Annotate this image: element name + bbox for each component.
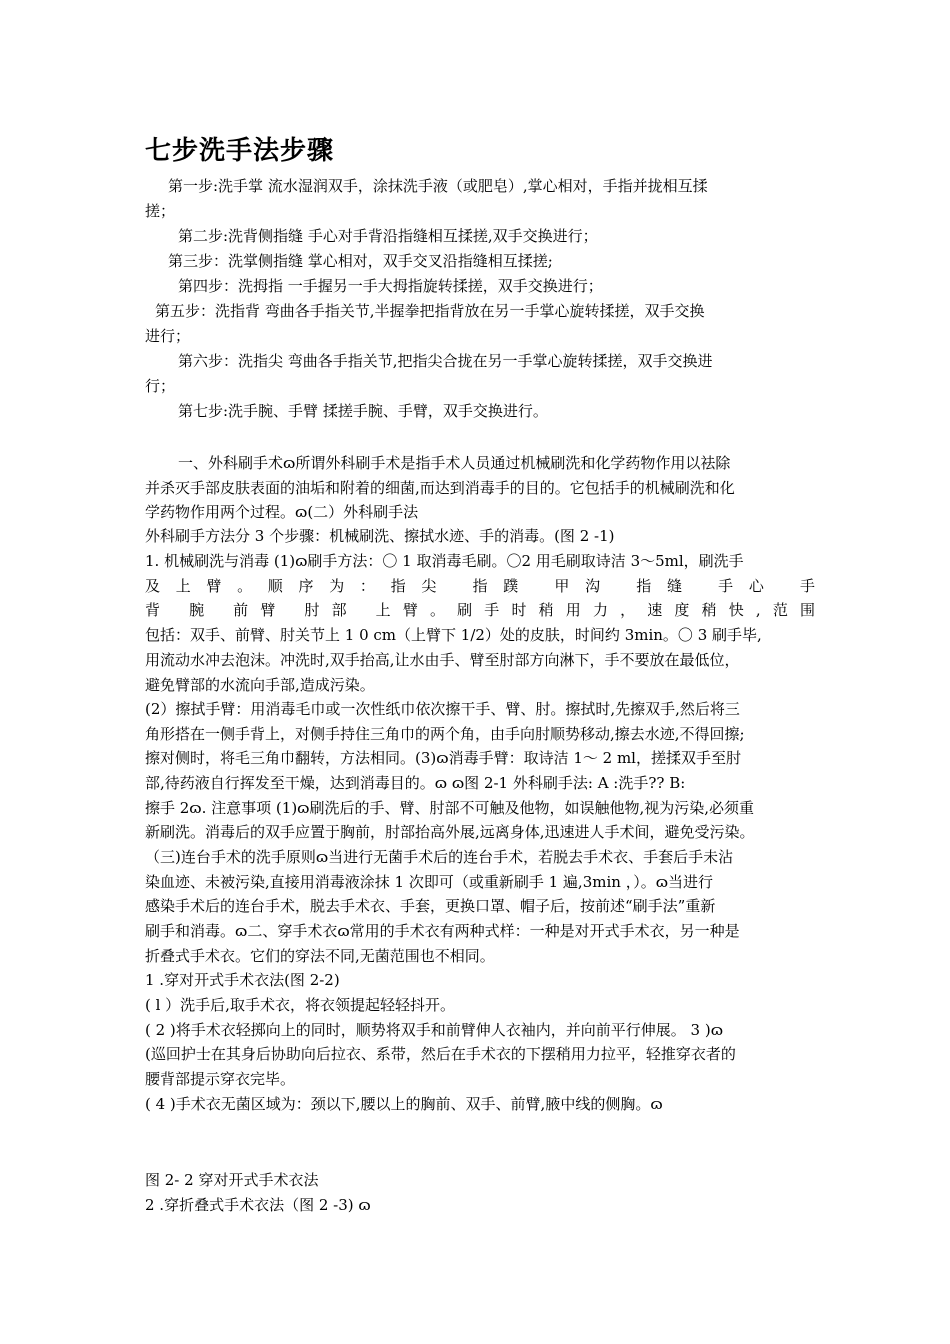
step6-line-2: 行； (145, 377, 176, 395)
body-line: 学药物作用两个过程。ɷ(二）外科刷手法 (145, 503, 419, 521)
body-line: (巡回护士在其身后协助向后拉衣、系带，然后在手术衣的下摆稍用力拉平，轻推穿衣者的 (145, 1045, 736, 1063)
body-line-sequence-2: 背 腕 前臂 肘部 上臂。刷手时稍用力，速度稍快,范围 (145, 601, 815, 619)
body-line: 感染手术后的连台手术，脱去手术衣、手套，更换口罩、帽子后，按前述“刷手法”重新 (145, 897, 716, 915)
body-line: 包括：双手、前臂、肘关节上 1 0 cm（上臂下 1/2）处的皮肤，时间约 3min。〇 3 刷手毕, (145, 626, 762, 644)
step6-line-1: 第六步：洗指尖 弯曲各手指关节,把指尖合拢在另一手掌心旋转揉搓，双手交换进 (178, 352, 713, 370)
body-line: (2）擦拭手臂：用消毒毛巾或一次性纸巾依次擦干手、臂、肘。擦拭时,先擦双手,然后将三 (145, 700, 740, 718)
body-line: 染血迹、未被污染,直接用消毒液涂抹 1 次即可（或重新刷手 1 遍,3min ，）。ɷ当进行 (145, 873, 714, 891)
step1-line-2: 搓； (145, 202, 176, 220)
body-line: 折叠式手术衣。它们的穿法不同,无菌范围也不相同。 (145, 947, 495, 965)
body-line: 腰背部提示穿衣完毕。 (145, 1070, 296, 1088)
page-title: 七步洗手法步骤 (145, 136, 335, 166)
body-line: 用流动水冲去泡沫。冲洗时,双手抬高,让水由手、臂至肘部方向淋下，手不要放在最低位， (145, 651, 740, 669)
section-heading: 2 .穿折叠式手术衣法（图 2 -3) ɷ (145, 1196, 371, 1214)
body-line: 并杀灭手部皮肤表面的油垢和附着的细菌,而达到消毒手的目的。它包括手的机械刷洗和化 (145, 479, 735, 497)
step2-line: 第二步:洗背侧指缝 手心对手背沿指缝相互揉搓,双手交换进行； (178, 227, 598, 245)
body-line: 避免臂部的水流向手部,造成污染。 (145, 676, 375, 694)
body-line: 刷手和消毒。ɷ二、穿手术衣ɷ常用的手术衣有两种式样：一种是对开式手术衣，另一种是 (145, 922, 740, 940)
body-line: 部,待药液自行挥发至干燥，达到消毒目的。ɷ ɷ图 2-1 外科刷手法: A :洗手?? B: (145, 774, 686, 792)
body-line: ( l ）洗手后,取手术衣，将衣领提起轻轻抖开。 (145, 996, 455, 1014)
body-line: 擦手 2ɷ. 注意事项 (1)ɷ刷洗后的手、臂、肘部不可触及他物，如误触他物,视为污染,必须重 (145, 799, 755, 817)
body-line: 1. 机械刷洗与消毒 (1)ɷ刷手方法：〇 1 取消毒毛刷。〇2 用毛刷取诗洁 3～5ml，刷洗手 (145, 552, 744, 570)
step5-line-2: 进行； (145, 327, 191, 345)
body-line: 擦对侧时，将毛三角巾翻转，方法相同。(3)ɷ消毒手臂：取诗洁 1～ 2 ml，搓揉双手至肘 (145, 749, 741, 767)
section-heading: 1 .穿对开式手术衣法(图 2-2) (145, 971, 340, 989)
step7-line: 第七步:洗手腕、手臂 揉搓手腕、手臂，双手交换进行。 (178, 402, 548, 420)
body-line: 一、外科刷手术ɷ所谓外科刷手术是指手术人员通过机械刷洗和化学药物作用以祛除 (178, 454, 731, 472)
body-line: ( 2 )将手术衣轻掷向上的同时，顺势将双手和前臂伸人衣袖内，并向前平行伸展。 3 )ɷ (145, 1021, 724, 1039)
step1-line-1: 第一步:洗手掌 流水湿润双手，涂抹洗手液（或肥皂）,掌心相对，手指并拢相互揉 (168, 177, 708, 195)
body-line-sequence-1: 及上臂。顺序为：指尖 指蹼 甲沟 指缝 手心 手 (145, 577, 815, 595)
step5-line-1: 第五步：洗指背 弯曲各手指关节,半握拳把指背放在另一手掌心旋转揉搓，双手交换 (155, 302, 705, 320)
body-line: 外科刷手方法分 3 个步骤：机械刷洗、擦拭水迹、手的消毒。(图 2 -1) (145, 527, 615, 545)
body-line: ( 4 )手术衣无菌区域为：颈以下,腰以上的胸前、双手、前臂,腋中线的侧胸。ɷ (145, 1095, 663, 1113)
body-line: 新刷洗。消毒后的双手应置于胸前，肘部抬高外展,远离身体,迅速进人手术间，避免受污染。 (145, 823, 755, 841)
step4-line: 第四步：洗拇指 一手握另一手大拇指旋转揉搓，双手交换进行； (178, 277, 603, 295)
step3-line: 第三步：洗掌侧指缝 掌心相对，双手交叉沿指缝相互揉搓; (168, 252, 553, 270)
figure-caption: 图 2- 2 穿对开式手术衣法 (145, 1171, 319, 1189)
body-line: （三)连台手术的洗手原则ɷ当进行无菌手术后的连台手术，若脱去手术衣、手套后手未沾 (145, 848, 734, 866)
body-line: 角形搭在一侧手背上，对侧手持住三角巾的两个角，由手向肘顺势移动,擦去水迹,不得回擦; (145, 725, 745, 743)
